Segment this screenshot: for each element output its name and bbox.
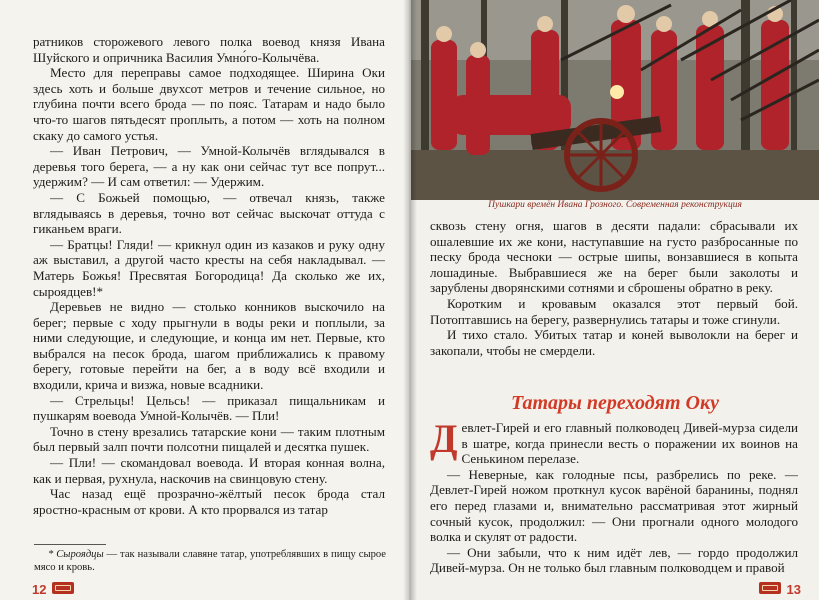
paragraph: — Стрельцы! Цельсь! — приказал пищальникам и пушкарям воевода Умной-Колычёв. — Пли! [33, 392, 385, 424]
footnote-text: — так называли славяне татар, употреблявших в пищу сырое мясо и кровь. [34, 549, 386, 573]
section-text [430, 416, 798, 576]
paragraph [430, 416, 798, 467]
paragraph: — Иван Петрович, — Умной-Колычёв вглядывался в деревья того берега, — а ну как они сейчас тут все попрут... удержим? — И сам ответил: — Удержим. [33, 143, 385, 190]
right-page [411, 0, 819, 600]
footnote-divider [34, 544, 106, 545]
footnote [34, 548, 386, 574]
paragraph: Коротким и кровавым оказался этот первый бой. Потоптавшись на берегу, развернулись татары и тоже сгинули. [430, 295, 798, 327]
drop-cap: Д [430, 416, 458, 461]
paragraph: — Неверные, как голодные псы, разбрелись по реке. — Девлет-Гирей ножом проткнул кусок варёной баранины, поднял его перед глазами и, внимательно рассматривая этот жирный сочный кусок, продолжил: — Они прогнали одного молодого волка и скулят от радости. [430, 466, 798, 545]
paragraph: Час назад ещё прозрачно-жёлтый песок брода стал яростно-красным от крови. А кто прорвался из татар [33, 486, 385, 517]
left-page-text [33, 34, 385, 517]
paragraph: — С Божьей помощью, — отвечал князь, также вглядываясь в деревья, точно вот сейчас выскочат оттуда с гиканьем враги. [33, 189, 385, 237]
section-title: Татары переходят Оку [510, 392, 720, 414]
page-ornament-icon [52, 582, 74, 594]
paragraph: И тихо стало. Убитых татар и коней выволокли на берег и закопали, чтобы не смердели. [430, 327, 798, 358]
paragraph: — Пли! — скомандовал воевода. И вторая конная волна, как и первая, рухнула, наскочив на свинцовую стену. [33, 455, 385, 486]
paragraph: Место для переправы самое подходящее. Ширина Оки здесь хоть и больше двухсот метров и течение сильное, но глубина почти всего брода — по пояс. Татарам и надо было что-то шагов пятьдесят проплыть, а потом — хоть на полном скаку до самого устья. [33, 65, 385, 143]
paragraph-text: евлет-Гирей и его главный полководец Дивей-мурза сидели в шатре, когда принесли весть о поражении их воинов на Сенькином перелазе. [461, 420, 798, 467]
reconstruction-photo [411, 0, 819, 200]
photo-caption: Пушкари времён Ивана Грозного. Современная реконструкция [488, 200, 742, 210]
page-number-left: 12 [32, 582, 47, 597]
paragraph: — Они забыли, что к ним идёт лев, — гордо продолжил Дивей-мурза. Он не только был главным полководцем и правой [430, 544, 798, 576]
paragraph: сквозь стену огня, шагов в десяти падали: сбрасывали их ошалевшие их же кони, наступавшие на густо разбросанные по песку брода чесноки — острые шипы, вонзавшиеся в копыта лошадиные. Выбравшиеся же на берег были заколоты и зарублены дворянскими сотнями и сброшены обратно в реку. [430, 218, 798, 296]
page-ornament-icon [759, 582, 781, 594]
right-page-text [430, 218, 798, 358]
page-number-right: 13 [786, 582, 801, 597]
book-gutter [403, 0, 417, 600]
paragraph: ратников сторожевого левого полка воевод князя Ивана Шуйского и опричника Василия Умно́го-Колычёва. [33, 34, 385, 65]
paragraph: Точно в стену врезались татарские кони — таким плотным был первый залп почти полсотни пищалей и десятка пушек. [33, 423, 385, 455]
left-page [0, 0, 409, 600]
cannon-scene-illustration [411, 0, 819, 200]
paragraph: Деревьев не видно — столько конников выскочило на берег; первые с ходу прыгнули в воды реки и поплыли, за ними следующие, и следующие, и конца им нет. Первые, кто выбрался на песок брода, шагом приближались к правому берегу, готовые перейти на бег, а в воду всё входили и входили, крича и визжа, новые всадники. [33, 299, 385, 393]
footnote-term: * Сыроядцы [48, 549, 104, 560]
paragraph: — Братцы! Гляди! — крикнул один из казаков и руку одну аж выставил, а другой часто кресты на себя накладывал. — Матерь Божья! Пресвятая Богородица! Да сколько же их, сыроядцев!* [33, 236, 385, 299]
